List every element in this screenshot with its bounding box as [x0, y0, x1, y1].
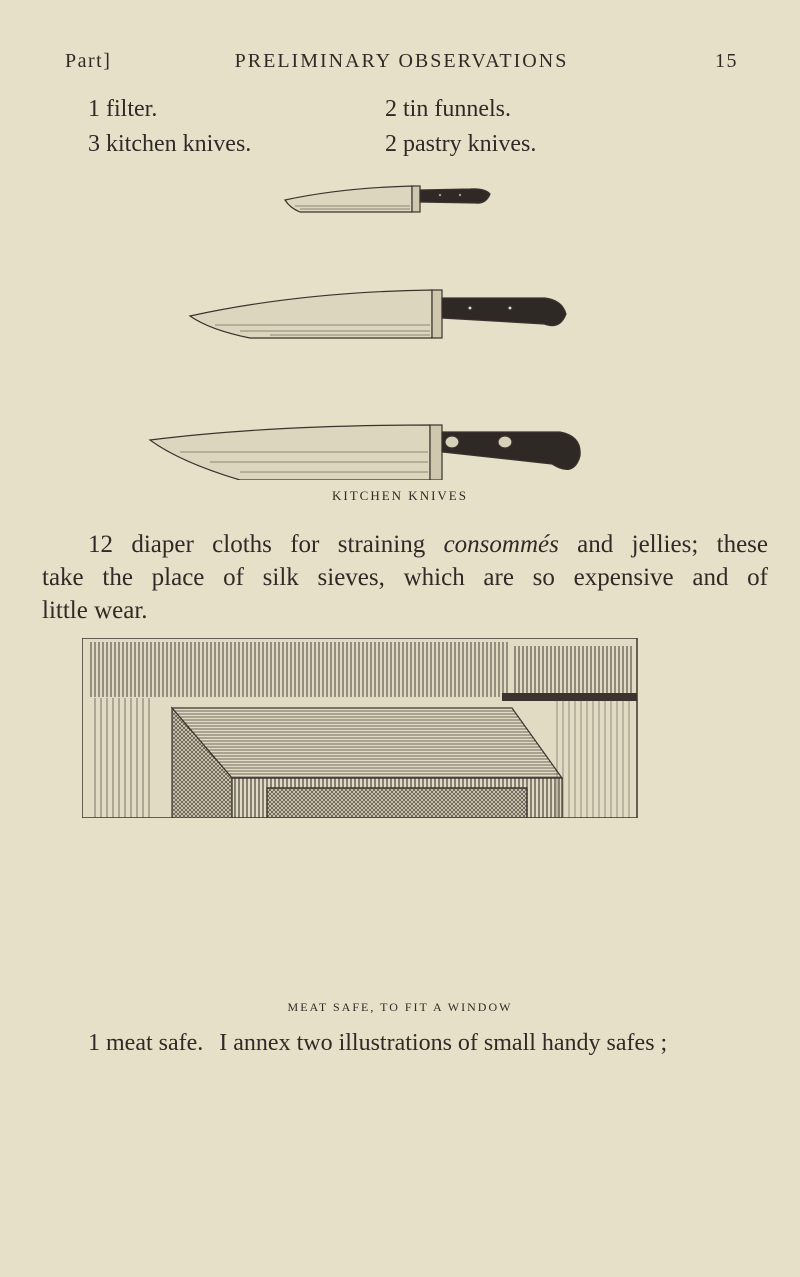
paragraph-line-2: take the place of silk sieves, which are so expensive and of	[42, 564, 768, 591]
bottom-line	[88, 1030, 778, 1057]
kitchen-knives-illustration	[0, 170, 800, 480]
paragraph-line-3: little wear.	[42, 597, 148, 624]
meat-safe-label: 1 meat safe.	[88, 1030, 204, 1056]
large-knife	[150, 425, 580, 480]
paragraph-line-1: 12 diaper cloths for straining consommés and jellies; these	[88, 531, 768, 558]
meat-safe-drawing-window	[82, 638, 642, 818]
small-knife	[285, 186, 490, 212]
list-item-kitchen-knives: 3 kitchen knives.	[88, 131, 252, 157]
bottom-text: I annex two illustrations of small handy safes ;	[219, 1030, 668, 1056]
part-label: Part]	[65, 50, 112, 72]
safe-caption: MEAT SAFE, TO FIT A WINDOW	[287, 1000, 513, 1014]
chapter-title: PRELIMINARY OBSERVATIONS	[234, 50, 569, 72]
page-number: 15	[715, 50, 738, 72]
medium-knife	[190, 290, 566, 338]
list-item-pastry-knives: 2 pastry knives.	[385, 131, 537, 157]
list-item-tin-funnels: 2 tin funnels.	[385, 96, 511, 122]
running-head	[65, 50, 738, 80]
paragraph-diaper-cloths	[42, 528, 768, 627]
list-item-filter: 1 filter.	[88, 96, 158, 122]
knives-caption: KITCHEN KNIVES	[332, 488, 468, 503]
